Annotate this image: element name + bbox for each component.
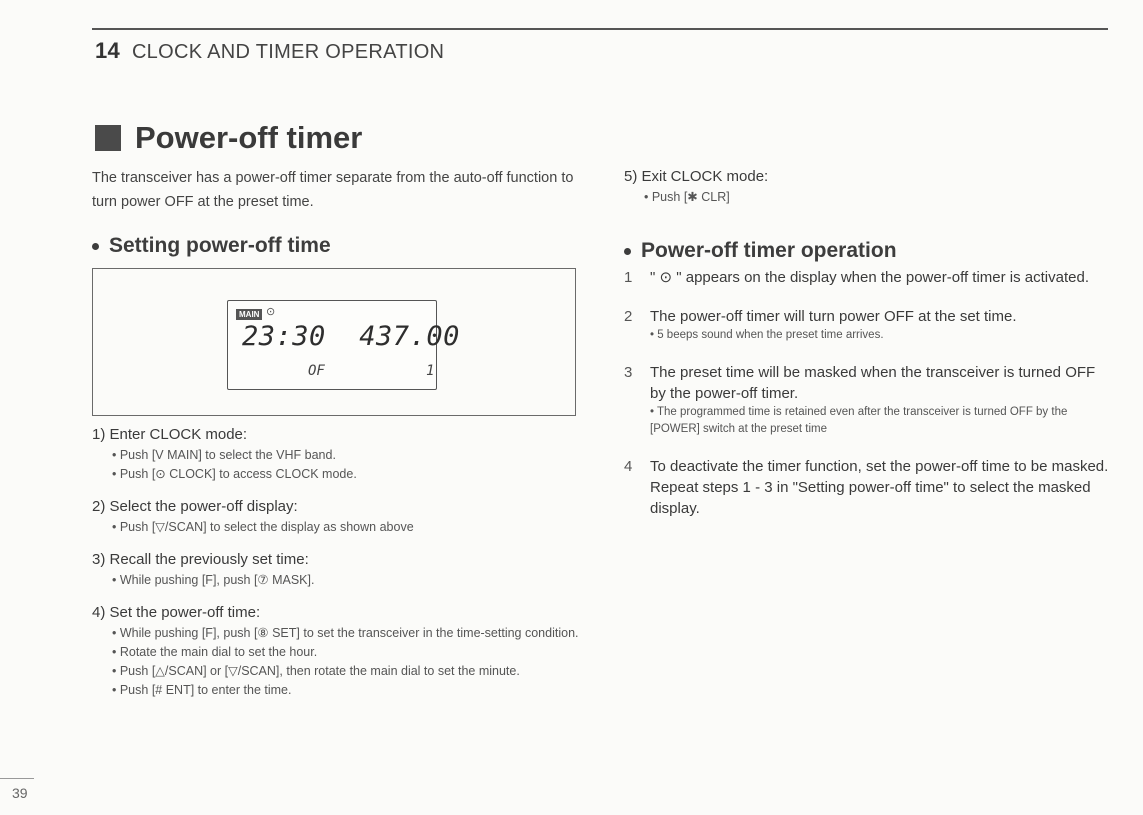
bullet-icon	[624, 248, 631, 255]
step-heading: 2) Select the power-off display:	[92, 498, 298, 515]
setting-steps	[92, 424, 580, 700]
step-heading: 3) Recall the previously set time:	[92, 551, 309, 568]
operation-item-text: The preset time will be masked when the transceiver is turned OFF by the power-off timer.	[650, 364, 1096, 402]
operation-item-text: To deactivate the timer function, set the power-off time to be masked. Repeat steps 1 - 3 in "Setting power-off time" to select the masked display.	[650, 458, 1109, 517]
operation-item-number: 3	[624, 364, 633, 381]
operation-item	[624, 456, 1114, 519]
top-rule	[92, 28, 1108, 30]
operation-heading-text: Power-off timer operation	[641, 239, 897, 262]
step-3	[92, 549, 580, 590]
step-4	[92, 602, 580, 700]
lcd-main-tag: MAIN	[236, 309, 262, 320]
intro-paragraph: The transceiver has a power-off timer separate from the auto-off function to turn power OFF at the preset time.	[92, 170, 574, 210]
step-instruction: • Push [▽/SCAN] to select the display as shown above	[112, 520, 414, 534]
operation-item	[624, 306, 1114, 344]
step-instruction: • Push [V MAIN] to select the VHF band.	[112, 448, 336, 462]
lcd-time: 23:30	[242, 321, 326, 352]
display-figure	[92, 268, 576, 416]
operation-item-row	[624, 362, 1114, 404]
step-instruction: • Push [⊙ CLOCK] to access CLOCK mode.	[112, 467, 357, 481]
step-heading: 5) Exit CLOCK mode:	[624, 168, 769, 185]
section-title-text: Power-off timer	[135, 120, 363, 155]
step-5	[624, 166, 1114, 207]
operation-item	[624, 267, 1114, 288]
step-instruction: • While pushing [F], push [⑧ SET] to set the transceiver in the time-setting condition.	[112, 626, 579, 640]
chapter-heading	[95, 38, 444, 64]
operation-item-text: The power-off timer will turn power OFF at the set time.	[650, 308, 1017, 325]
lcd-mode: OF	[308, 363, 325, 379]
page-number: 39	[12, 785, 28, 801]
operation-item-row	[624, 456, 1114, 519]
step-1	[92, 424, 580, 484]
section-title	[95, 120, 362, 156]
operation-item-row	[624, 306, 1114, 327]
operation-item-note: • 5 beeps sound when the preset time arrives.	[650, 329, 884, 341]
step-2	[92, 496, 580, 537]
operation-heading	[624, 239, 1114, 263]
exit-step	[624, 166, 1114, 207]
operation-list	[624, 267, 1114, 519]
operation-item-text: " ⊙ " appears on the display when the power-off timer is activated.	[650, 269, 1089, 286]
bullet-icon	[92, 243, 99, 250]
setting-heading	[92, 234, 580, 258]
operation-item-note: • The programmed time is retained even after the transceiver is turned OFF by the [POWER] switch at the preset time	[650, 406, 1068, 435]
operation-item-number: 1	[624, 269, 633, 286]
step-instruction: • Push [# ENT] to enter the time.	[112, 683, 292, 697]
chapter-number: 14	[95, 38, 121, 63]
right-column	[624, 166, 1114, 519]
timer-icon: ⊙	[266, 306, 276, 318]
chapter-title: CLOCK AND TIMER OPERATION	[131, 41, 445, 63]
lcd-right-digit: 1	[426, 363, 435, 379]
step-instruction: • Push [✱ CLR]	[644, 190, 730, 204]
operation-item-row	[624, 267, 1114, 288]
operation-item-number: 4	[624, 458, 633, 475]
setting-heading-text: Setting power-off time	[109, 234, 331, 257]
left-column	[92, 166, 580, 700]
lcd-frequency: 437.00	[359, 321, 460, 352]
step-heading: 1) Enter CLOCK mode:	[92, 426, 248, 443]
step-instruction: • While pushing [F], push [⑦ MASK].	[112, 573, 315, 587]
operation-item	[624, 362, 1114, 438]
operation-item-number: 2	[624, 308, 633, 325]
lcd-main-readout	[242, 321, 460, 352]
step-instruction: • Push [△/SCAN] or [▽/SCAN], then rotate the main dial to set the minute.	[112, 664, 520, 678]
page-number-rule	[0, 778, 34, 779]
step-heading: 4) Set the power-off time:	[92, 604, 261, 621]
step-instruction: • Rotate the main dial to set the hour.	[112, 645, 318, 659]
lcd-display	[227, 300, 460, 390]
section-square-icon	[95, 125, 121, 151]
